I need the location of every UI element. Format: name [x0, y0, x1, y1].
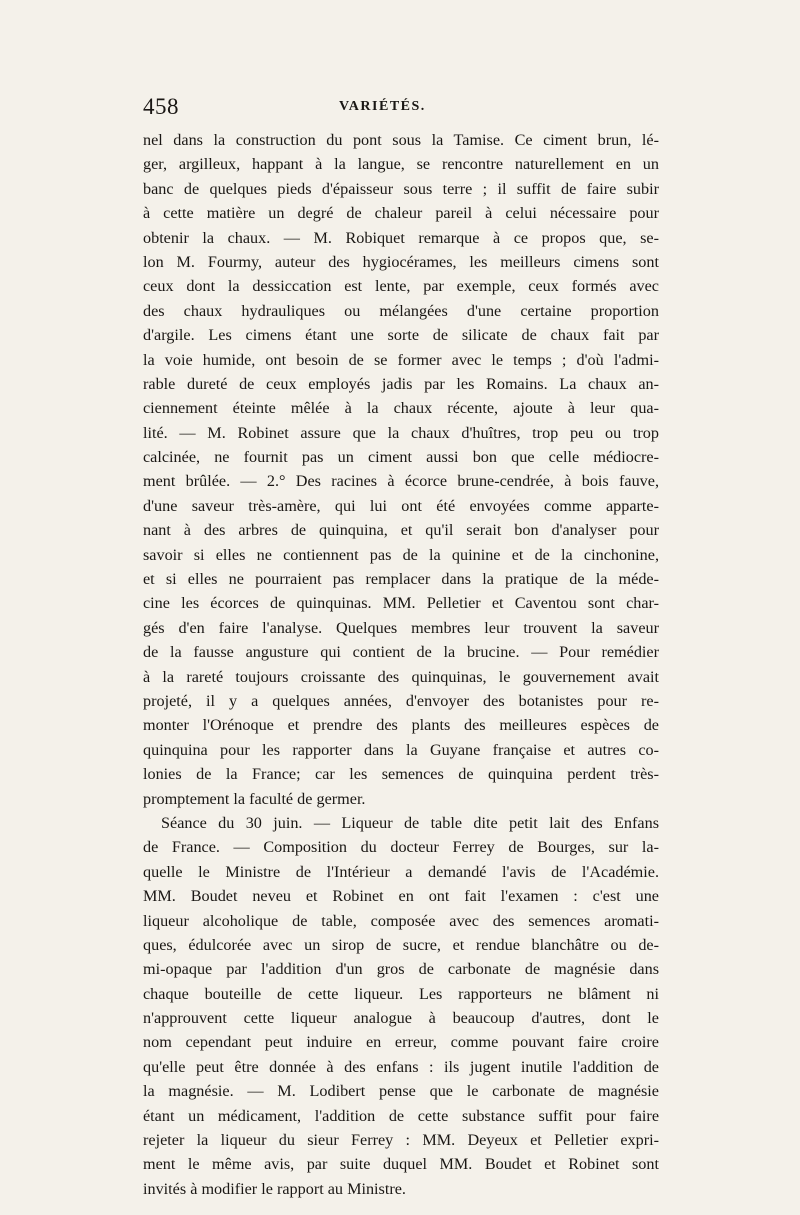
text-line: ment brûlée. — 2.° Des racines à écorce brune-cendrée, à bois fauve, — [143, 472, 659, 491]
running-title: VARIÉTÉS. — [339, 99, 426, 114]
text-line: de la fausse angusture qui contient de la brucine. — Pour remédier — [143, 643, 659, 662]
page-number: 458 — [143, 94, 179, 119]
text-line: nant à des arbres de quinquina, et qu'il serait bon d'analyser pour — [143, 521, 659, 540]
text-line: nom cependant peut induire en erreur, comme pouvant faire croire — [143, 1033, 659, 1052]
text-line: savoir si elles ne contiennent pas de la quinine et de la cinchonine, — [143, 545, 659, 564]
text-line: la magnésie. — M. Lodibert pense que le carbonate de magnésie — [143, 1082, 659, 1101]
text-line: et si elles ne pourraient pas remplacer dans la pratique de la méde- — [143, 570, 659, 589]
text-line: lon M. Fourmy, auteur des hygiocérames, les meilleurs cimens sont — [143, 252, 659, 271]
text-line: rable dureté de ceux employés jadis par les Romains. La chaux an- — [143, 374, 659, 393]
text-line: chaque bouteille de cette liqueur. Les rapporteurs ne blâment ni — [143, 984, 659, 1003]
text-line: quinquina pour les rapporter dans la Guyane française et autres co- — [143, 740, 659, 759]
text-line: d'une saveur très-amère, qui lui ont été envoyées comme apparte- — [143, 496, 659, 515]
text-line: MM. Boudet neveu et Robinet en ont fait l'examen : c'est une — [143, 887, 659, 906]
text-line: calcinée, ne fournit pas un ciment aussi bon que celle médiocre- — [143, 448, 659, 467]
text-line: des chaux hydrauliques ou mélangées d'une certaine proportion — [143, 301, 659, 320]
text-line: invités à modifier le rapport au Ministre. — [143, 1179, 406, 1198]
text-line: monter l'Orénoque et prendre des plants des meilleures espèces de — [143, 716, 659, 735]
text-line: ques, édulcorée avec un sirop de sucre, et rendue blanchâtre ou de- — [143, 935, 659, 954]
text-line: banc de quelques pieds d'épaisseur sous terre ; il suffit de faire subir — [143, 179, 659, 198]
text-line: ger, argilleux, happant à la langue, se rencontre naturellement en un — [143, 155, 659, 174]
text-line: nel dans la construction du pont sous la Tamise. Ce ciment brun, lé- — [143, 131, 659, 149]
text-line: ciennement éteinte mêlée à la chaux récente, ajoute à leur qua- — [143, 399, 659, 418]
text-line: cine les écorces de quinquinas. MM. Pelletier et Caventou sont char- — [143, 594, 659, 613]
text-line: lité. — M. Robinet assure que la chaux d'huîtres, trop peu ou trop — [143, 423, 659, 442]
text-line: gés d'en faire l'analyse. Quelques membres leur trouvent la saveur — [143, 618, 659, 637]
text-line: qu'elle peut être donnée à des enfans : ils jugent inutile l'addition de — [143, 1057, 659, 1076]
text-line: promptement la faculté de germer. — [143, 789, 366, 808]
text-line: la voie humide, ont besoin de se former avec le temps ; d'où l'admi- — [143, 350, 659, 369]
text-line: rejeter la liqueur du sieur Ferrey : MM. Deyeux et Pelletier expri- — [143, 1131, 659, 1150]
text-line: quelle le Ministre de l'Intérieur a demandé l'avis de l'Académie. — [143, 862, 659, 881]
text-line: à la rareté toujours croissante des quinquinas, le gouvernement avait — [143, 667, 659, 686]
text-line: Séance du 30 juin. — Liqueur de table dite petit lait des Enfans — [161, 813, 659, 832]
text-line: étant un médicament, l'addition de cette substance suffit pour faire — [143, 1106, 659, 1125]
text-line: ment le même avis, par suite duquel MM. Boudet et Robinet sont — [143, 1155, 659, 1174]
text-body — [143, 128, 659, 1201]
text-line: projeté, il y a quelques années, d'envoyer des botanistes pour re- — [143, 691, 659, 710]
text-line: liqueur alcoholique de table, composée avec des semences aromati- — [143, 911, 659, 930]
text-line: obtenir la chaux. — M. Robiquet remarque à ce propos que, se- — [143, 228, 659, 247]
text-line: n'approuvent cette liqueur analogue à beaucoup d'autres, dont le — [143, 1009, 659, 1028]
text-line: d'argile. Les cimens étant une sorte de silicate de chaux fait par — [143, 326, 659, 345]
text-line: ceux dont la dessiccation est lente, par exemple, ceux formés avec — [143, 277, 659, 296]
text-line: mi-opaque par l'addition d'un gros de carbonate de magnésie dans — [143, 960, 659, 979]
document-page — [143, 94, 659, 1201]
running-head — [143, 94, 659, 126]
text-line: lonies de la France; car les semences de quinquina perdent très- — [143, 765, 659, 784]
text-line: à cette matière un degré de chaleur pareil à celui nécessaire pour — [143, 204, 659, 223]
text-line: de France. — Composition du docteur Ferrey de Bourges, sur la- — [143, 838, 659, 857]
